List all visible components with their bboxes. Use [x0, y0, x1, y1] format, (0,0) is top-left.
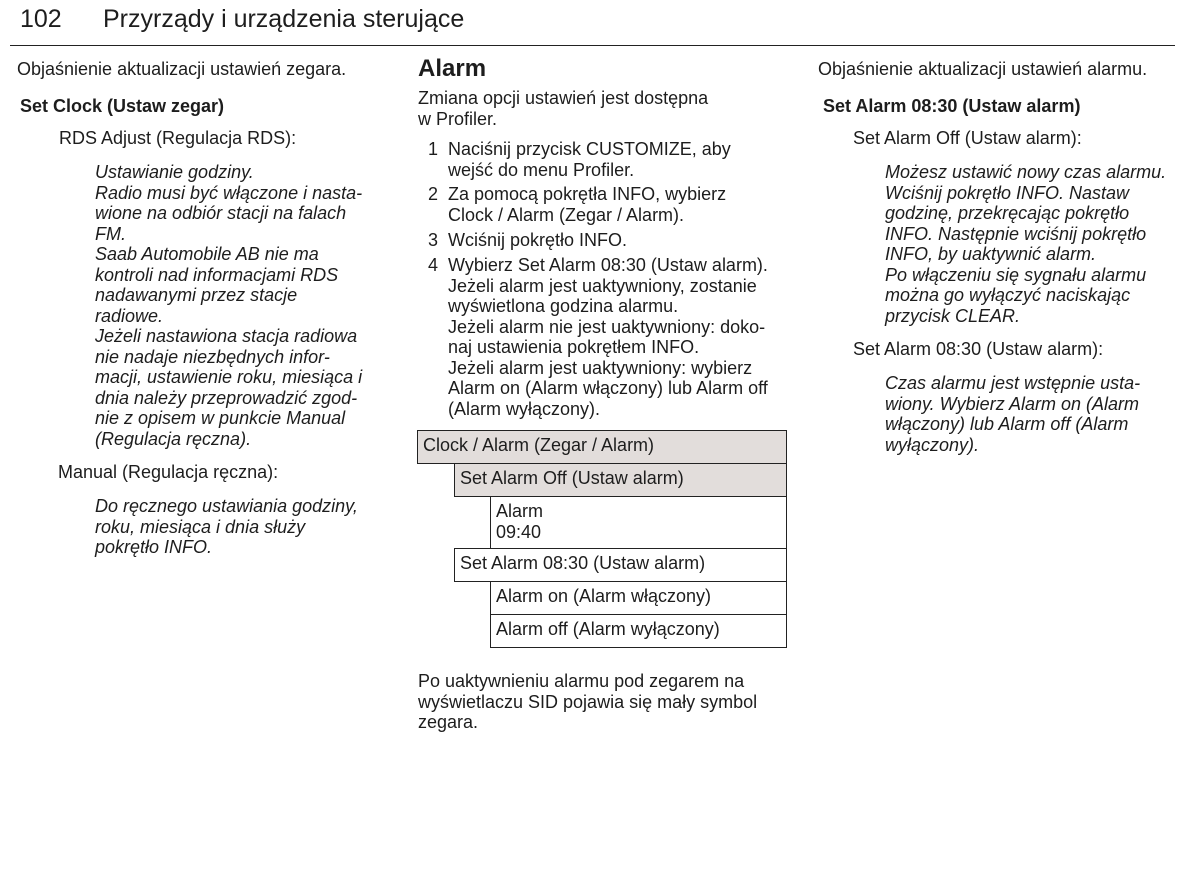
step-line: wyświetlona godzina alarmu. — [448, 296, 679, 316]
set-alarm-off-label: Set Alarm Off (Ustaw alarm): — [853, 128, 1082, 148]
rds-desc-line: Radio musi być włączone i nasta- — [95, 182, 363, 203]
step-line: Clock / Alarm (Zegar / Alarm). — [448, 204, 685, 225]
step-line: Jeżeli alarm nie jest uaktywniony: doko- — [448, 316, 766, 337]
off-desc-line: INFO, by uaktywnić alarm. — [885, 244, 1097, 264]
alarm-intro-line: w Profiler. — [418, 108, 498, 129]
alarm-outro-line: wyświetlaczu SID pojawia się mały symbol — [418, 691, 758, 712]
alarm-outro-line: Po uaktywnieniu alarmu pod zegarem na — [418, 671, 745, 691]
set-alarm-0830-label: Set Alarm 08:30 (Ustaw alarm): — [853, 339, 1104, 359]
step-line: Alarm on (Alarm włączony) lub Alarm off — [448, 378, 768, 398]
rds-desc-line: nie z opisem w punkcie Manual — [95, 408, 346, 428]
page-header-title: Przyrządy i urządzenia sterujące — [103, 5, 465, 33]
menu-set-alarm-off: Set Alarm Off (Ustaw alarm) — [454, 463, 787, 497]
step-line: (Alarm wyłączony). — [448, 398, 601, 419]
menu-alarm-time — [490, 496, 787, 549]
alarm-outro-line: zegara. — [418, 712, 479, 732]
rds-desc-line: Jeżeli nastawiona stacja radiowa — [95, 326, 358, 346]
manual-label: Manual (Regulacja ręczna): — [58, 462, 279, 482]
step-line: Wybierz Set Alarm 08:30 (Ustaw alarm). — [448, 255, 768, 275]
manual-desc-line: pokrętło INFO. — [95, 537, 213, 557]
step-line: Jeżeli alarm jest uaktywniony: wybierz — [448, 357, 753, 378]
set-alarm-heading: Set Alarm 08:30 (Ustaw alarm) — [823, 96, 1081, 116]
rds-desc-line: Saab Automobile AB nie ma — [95, 244, 319, 264]
menu-alarm-off: Alarm off (Alarm wyłączony) — [490, 614, 787, 648]
rds-adjust-label: RDS Adjust (Regulacja RDS): — [59, 128, 297, 148]
menu-alarm-on: Alarm on (Alarm włączony) — [490, 581, 787, 615]
set-clock-heading: Set Clock (Ustaw zegar) — [20, 96, 225, 116]
alarm-intro-line: Zmiana opcji ustawień jest dostępna — [418, 88, 709, 108]
off-desc-line: godzinę, przekręcając pokrętło — [885, 203, 1130, 223]
rds-desc-line: wione na odbiór stacji na falach — [95, 203, 347, 223]
col3-intro: Objaśnienie aktualizacji ustawień alarmu. — [818, 59, 1148, 79]
step-line: wejść do menu Profiler. — [448, 159, 635, 180]
step-number: 1 — [428, 139, 439, 159]
alarm-heading: Alarm — [418, 55, 487, 82]
set-desc-line: wiony. Wybierz Alarm on (Alarm — [885, 393, 1140, 414]
rds-desc-line: Ustawianie godziny. — [95, 162, 254, 182]
menu-clock-alarm: Clock / Alarm (Zegar / Alarm) — [417, 430, 787, 464]
step-line: Naciśnij przycisk CUSTOMIZE, aby — [448, 139, 731, 159]
step-number: 2 — [428, 184, 439, 204]
set-desc-line: Czas alarmu jest wstępnie usta- — [885, 373, 1141, 393]
rds-desc-line: radiowe. — [95, 305, 164, 326]
set-desc-line: wyłączony). — [885, 434, 980, 455]
step-line: Za pomocą pokrętła INFO, wybierz — [448, 184, 727, 204]
off-desc-line: Możesz ustawić nowy czas alarmu. — [885, 162, 1167, 182]
step-number: 3 — [428, 230, 439, 250]
alarm-label: Alarm — [496, 501, 544, 521]
menu-set-alarm-0830: Set Alarm 08:30 (Ustaw alarm) — [454, 548, 787, 582]
off-desc-line: Po włączeniu się sygnału alarmu — [885, 264, 1147, 285]
step-line: Jeżeli alarm jest uaktywniony, zostanie — [448, 275, 757, 296]
step-number: 4 — [428, 255, 439, 275]
rds-desc-line: macji, ustawienie roku, miesiąca i — [95, 367, 363, 387]
off-desc-line: INFO. Następnie wciśnij pokrętło — [885, 223, 1147, 244]
alarm-time-value: 09:40 — [496, 521, 542, 542]
col1-intro: Objaśnienie aktualizacji ustawień zegara. — [17, 59, 347, 79]
rds-desc-line: nie nadaje niezbędnych infor- — [95, 346, 330, 367]
step-line: Wciśnij pokrętło INFO. — [448, 230, 628, 250]
manual-desc-line: roku, miesiąca i dnia służy — [95, 516, 306, 537]
off-desc-line: przycisk CLEAR. — [885, 305, 1021, 326]
rds-desc-line: nadawanymi przez stacje — [95, 285, 298, 305]
off-desc-line: można go wyłączyć naciskając — [885, 285, 1131, 305]
rds-desc-line: (Regulacja ręczna). — [95, 428, 252, 449]
rds-desc-line: kontroli nad informacjami RDS — [95, 264, 339, 285]
page-number: 102 — [20, 5, 62, 33]
step-line: naj ustawienia pokrętłem INFO. — [448, 337, 700, 357]
rds-desc-line: FM. — [95, 223, 126, 244]
header-rule — [10, 45, 1175, 46]
manual-desc-line: Do ręcznego ustawiania godziny, — [95, 496, 358, 516]
rds-desc-line: dnia należy przeprowadzić zgod- — [95, 387, 358, 408]
off-desc-line: Wciśnij pokrętło INFO. Nastaw — [885, 182, 1130, 203]
set-desc-line: włączony) lub Alarm off (Alarm — [885, 414, 1129, 434]
